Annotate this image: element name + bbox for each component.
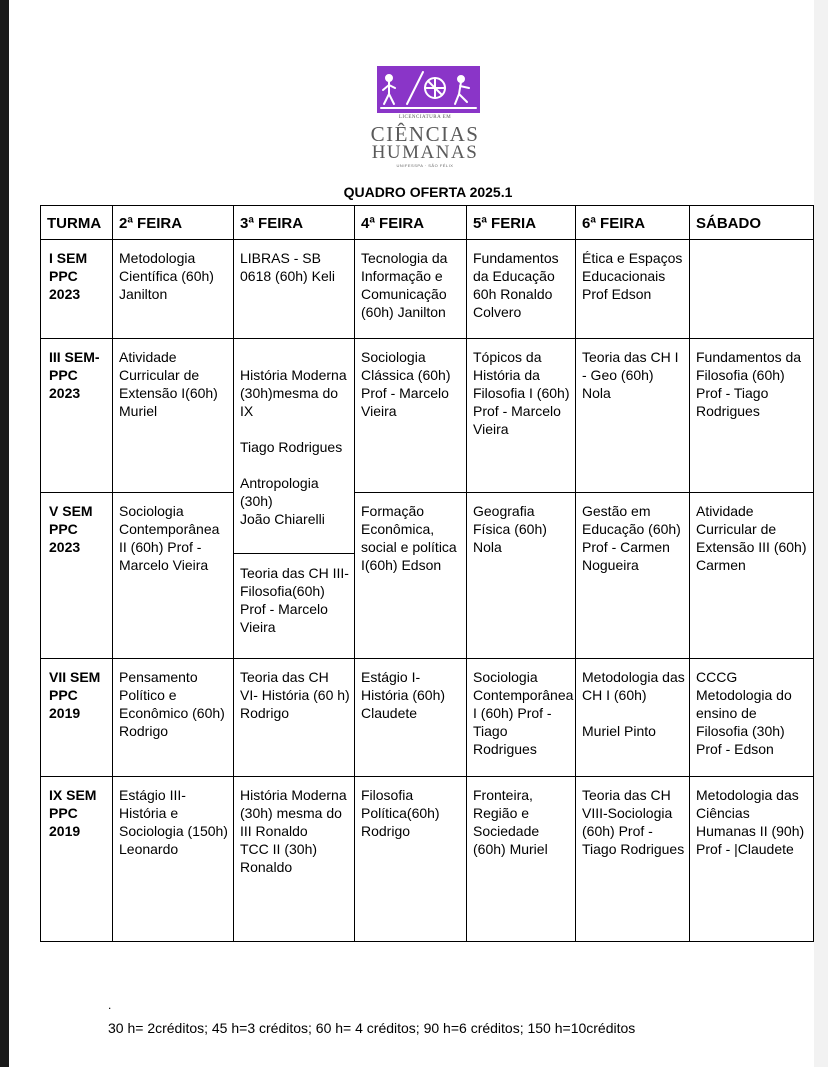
credits-footnote: 30 h= 2créditos; 45 h=3 créditos; 60 h= 4 créditos; 90 h=6 créditos; 150 h=10créditos: [108, 1020, 636, 1036]
cell-sabado: Metodologia das Ciências Humanas II (90h) Prof - |Claudete: [690, 777, 814, 942]
cell-quinta: Tópicos da História da Filosofia I (60h) Prof - Marcelo Vieira: [467, 339, 576, 493]
logo-institution: UNIFESSPA · SÃO FÉLIX: [396, 163, 454, 168]
cell-turma: IX SEM PPC 2019: [41, 777, 113, 942]
logo-emblem: [377, 66, 480, 113]
cell-segunda: Metodologia Científica (60h) Janilton: [113, 240, 234, 339]
cell-turma: I SEM PPC 2023: [41, 240, 113, 339]
cell-quinta: Fundamentos da Educação 60h Ronaldo Colvero: [467, 240, 576, 339]
header-row: [41, 206, 814, 240]
cell-quinta: Fronteira, Região e Sociedade (60h) Muriel: [467, 777, 576, 942]
header-sabado: SÁBADO: [690, 206, 814, 240]
cell-segunda: Pensamento Político e Econômico (60h) Rodrigo: [113, 659, 234, 777]
cell-quinta: Sociologia Contemporânea I (60h) Prof - Tiago Rodrigues: [467, 659, 576, 777]
cell-quarta: Tecnologia da Informação e Comunicação (60h) Janilton: [355, 240, 467, 339]
header-quinta: 5ª FERIA: [467, 206, 576, 240]
logo-figures-icon: [377, 66, 480, 113]
cell-quinta: Geografia Física (60h) Nola: [467, 492, 576, 658]
table-row: [41, 240, 814, 339]
left-edge-bar: [0, 0, 9, 1067]
logo-word-humanas: HUMANAS: [371, 142, 479, 163]
cell-sabado: CCCG Metodologia do ensino de Filosofia (30h) Prof - Edson: [690, 659, 814, 777]
cell-sexta: Teoria das CH I - Geo (60h) Nola: [576, 339, 690, 493]
cell-segunda: Atividade Curricular de Extensão I(60h) Muriel: [113, 339, 234, 493]
table-row: [41, 659, 814, 777]
cell-turma: V SEM PPC 2023: [41, 492, 113, 658]
cell-turma: VII SEM PPC 2019: [41, 659, 113, 777]
cell-segunda: Sociologia Contemporânea II (60h) Prof - Marcelo Vieira: [113, 492, 234, 658]
header-terca: 3ª FEIRA: [234, 206, 355, 240]
cell-terca: História Moderna (30h) mesma do III Ronaldo TCC II (30h) Ronaldo: [234, 777, 355, 942]
cell-quarta: Estágio I- História (60h) Claudete: [355, 659, 467, 777]
cell-turma: III SEM- PPC 2023: [41, 339, 113, 493]
cell-sexta: Metodologia das CH I (60h) Muriel Pinto: [576, 659, 690, 777]
table-row: [41, 492, 814, 658]
cell-quarta: Formação Econômica, social e política I(60h) Edson: [355, 492, 467, 658]
cell-sexta: Gestão em Educação (60h) Prof - Carmen Nogueira: [576, 492, 690, 658]
cell-sabado: Atividade Curricular de Extensão III (60h) Carmen: [690, 492, 814, 658]
header-turma: TURMA: [41, 206, 113, 240]
cell-terca: Teoria das CH VI- História (60 h) Rodrigo: [234, 659, 355, 777]
header-quarta: 4ª FEIRA: [355, 206, 467, 240]
cell-sexta: Ética e Espaços Educacionais Prof Edson: [576, 240, 690, 339]
cell-terca-merged: [234, 339, 355, 659]
cell-segunda: Estágio III-História e Sociologia (150h) Leonardo: [113, 777, 234, 942]
footnote-marker: .: [108, 998, 112, 1012]
logo-subtitle: LICENCIATURA EM: [398, 115, 452, 120]
header-segunda: 2ª FEIRA: [113, 206, 234, 240]
table-row: [41, 339, 814, 493]
cell-terca: LIBRAS - SB 0618 (60h) Keli: [234, 240, 355, 339]
logo-word-ciencias: CIÊNCIAS: [370, 122, 480, 146]
page-title: QUADRO OFERTA 2025.1: [343, 184, 513, 200]
cell-sabado: Fundamentos da Filosofia (60h) Prof - Tiago Rodrigues: [690, 339, 814, 493]
cell-terca-teoria: Teoria das CH III-Filosofia(60h) Prof - Marcelo Vieira: [234, 553, 354, 640]
schedule-table: [40, 205, 814, 942]
cell-sabado: [690, 240, 814, 339]
right-edge-bar: [814, 0, 828, 1067]
header-sexta: 6ª FEIRA: [576, 206, 690, 240]
cell-terca-history-anthropology: História Moderna (30h)mesma do IX Tiago Rodrigues Antropologia (30h) João Chiarelli: [240, 367, 347, 527]
cell-quarta: Sociologia Clássica (60h) Prof - Marcelo Vieira: [355, 339, 467, 493]
cell-sexta: Teoria das CH VIII-Sociologia (60h) Prof - Tiago Rodrigues: [576, 777, 690, 942]
cell-quarta: Filosofia Política(60h) Rodrigo: [355, 777, 467, 942]
table-row: [41, 777, 814, 942]
